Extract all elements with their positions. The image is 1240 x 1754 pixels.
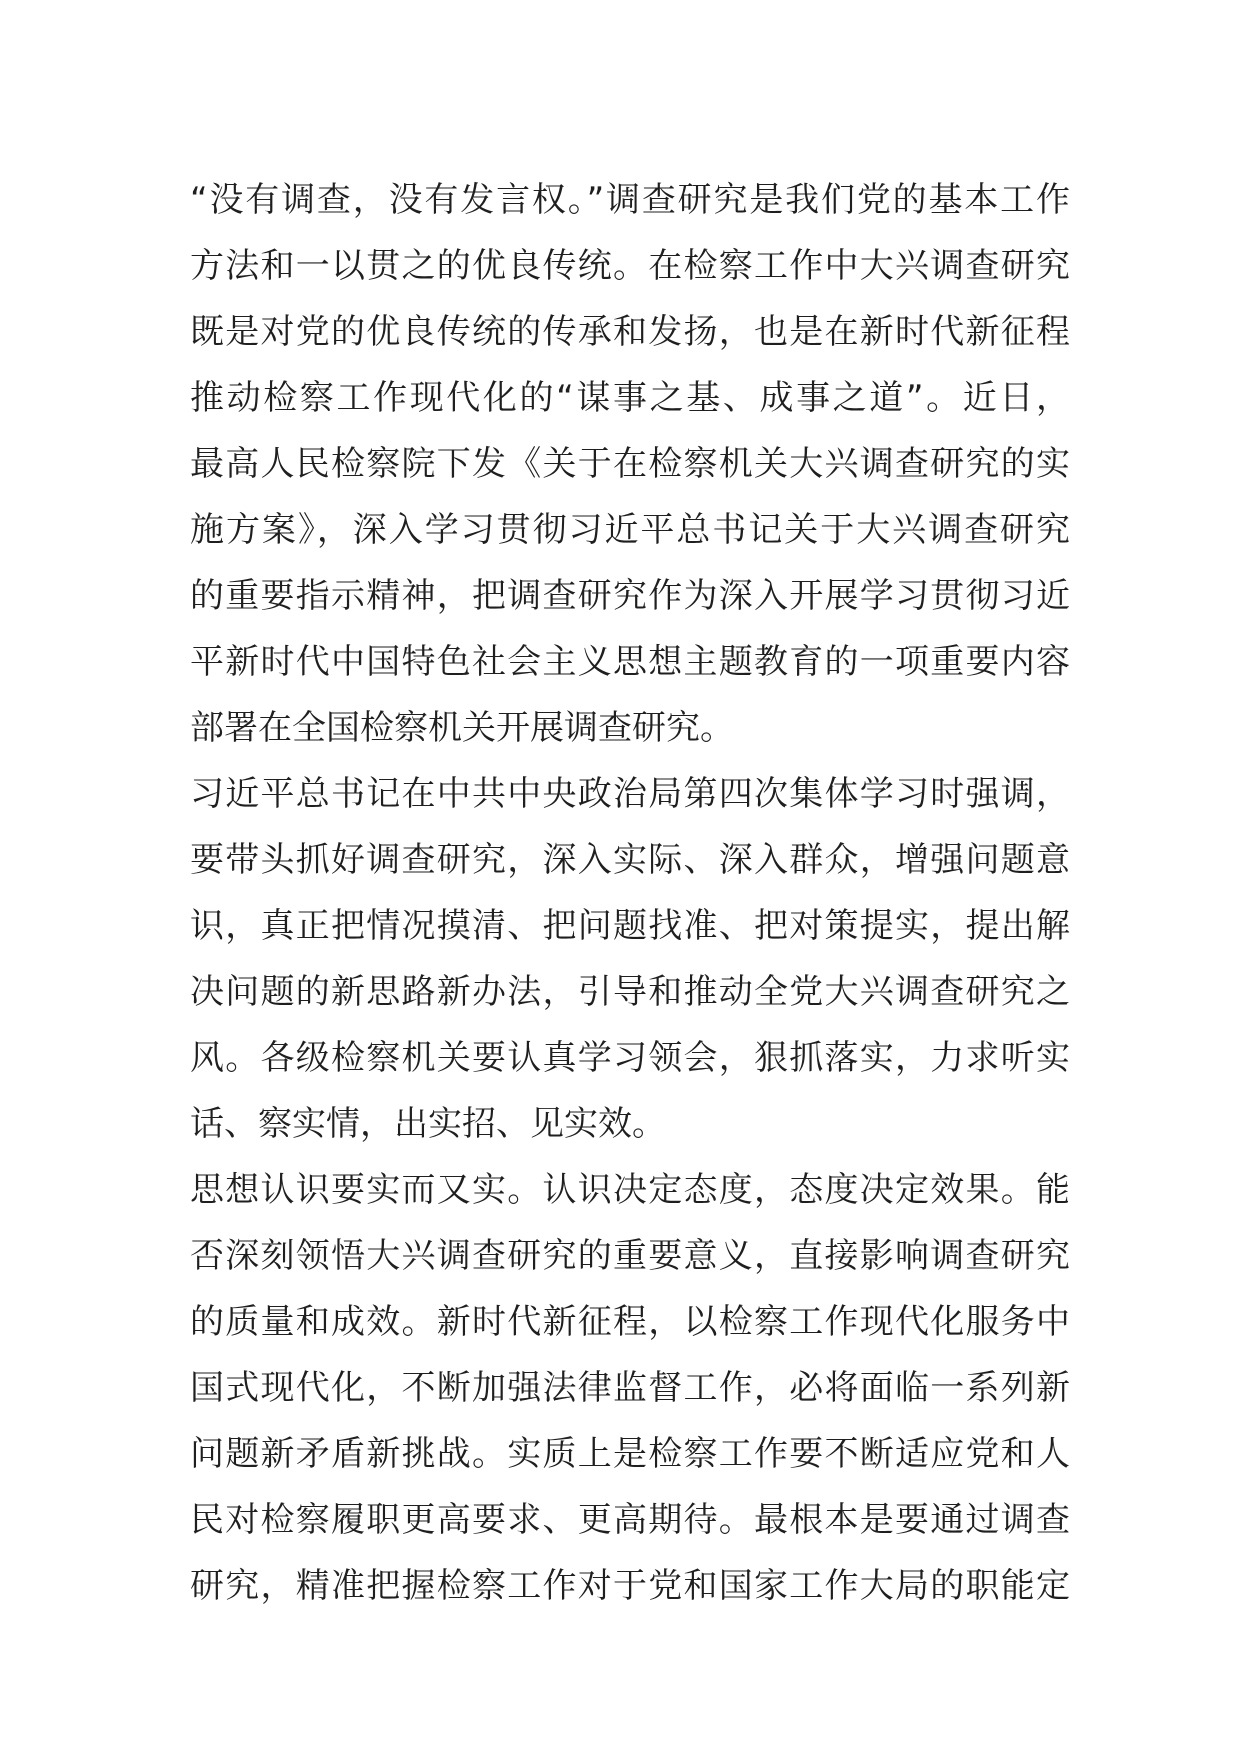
- paragraph-3: [190, 1157, 1070, 1619]
- text-line: 国式现代化，不断加强法律监督工作，必将面临一系列新: [190, 1368, 1070, 1408]
- text-line: 问题新矛盾新挑战。实质上是检察工作要不断适应党和人: [190, 1434, 1070, 1474]
- paragraph-2: [190, 761, 1070, 1157]
- text-line: 研究，精准把握检察工作对于党和国家工作大局的职能定: [190, 1566, 1070, 1606]
- text-line: 推动检察工作现代化的“谋事之基、成事之道”。近日，: [190, 378, 1070, 418]
- text-line: 决问题的新思路新办法，引导和推动全党大兴调查研究之: [190, 972, 1070, 1012]
- text-line: 既是对党的优良传统的传承和发扬，也是在新时代新征程: [190, 312, 1070, 352]
- text-line: 的质量和成效。新时代新征程，以检察工作现代化服务中: [190, 1302, 1070, 1342]
- text-line: 最高人民检察院下发《关于在检察机关大兴调查研究的实: [190, 444, 1070, 484]
- text-line: 思想认识要实而又实。认识决定态度，态度决定效果。能: [190, 1170, 1070, 1210]
- text-line: 否深刻领悟大兴调查研究的重要意义，直接影响调查研究: [190, 1236, 1070, 1276]
- text-line: “没有调查，没有发言权。”调查研究是我们党的基本工作: [190, 180, 1070, 220]
- text-line: 部署在全国检察机关开展调查研究。: [190, 708, 734, 748]
- text-line: 施方案》，深入学习贯彻习近平总书记关于大兴调查研究: [190, 510, 1070, 550]
- text-line: 风。各级检察机关要认真学习领会，狠抓落实，力求听实: [190, 1038, 1070, 1078]
- text-line: 识，真正把情况摸清、把问题找准、把对策提实，提出解: [190, 906, 1070, 946]
- text-line: 要带头抓好调查研究，深入实际、深入群众，增强问题意: [190, 840, 1070, 880]
- text-line: 的重要指示精神，把调查研究作为深入开展学习贯彻习近: [190, 576, 1070, 616]
- text-line: 习近平总书记在中共中央政治局第四次集体学习时强调，: [190, 774, 1070, 814]
- text-line: 平新时代中国特色社会主义思想主题教育的一项重要内容: [190, 642, 1070, 682]
- document-body: [190, 167, 1070, 1619]
- paragraph-1: [190, 167, 1070, 761]
- text-line: 民对检察履职更高要求、更高期待。最根本是要通过调查: [190, 1500, 1070, 1540]
- text-line: 话、察实情，出实招、见实效。: [190, 1104, 666, 1144]
- text-line: 方法和一以贯之的优良传统。在检察工作中大兴调查研究: [190, 246, 1070, 286]
